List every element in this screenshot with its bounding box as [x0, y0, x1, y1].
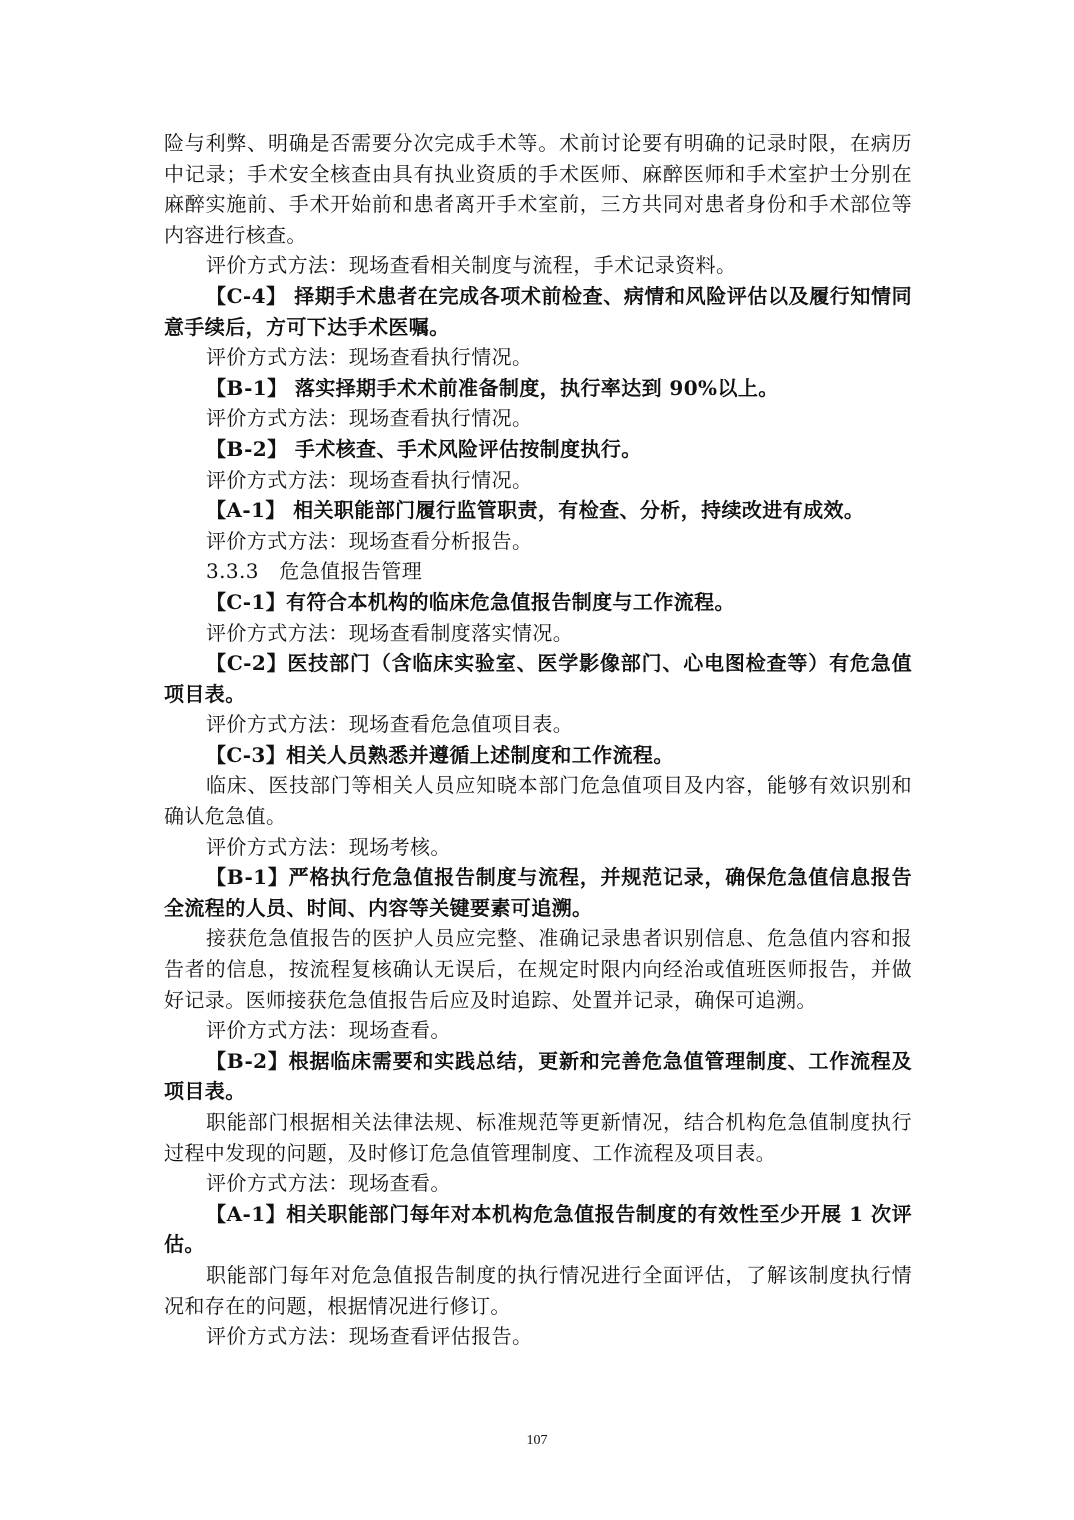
criterion-heading: 【C-1】有符合本机构的临床危急值报告制度与工作流程。 — [206, 589, 735, 614]
paragraph: 评价方式方法：现场查看制度落实情况。 — [206, 620, 574, 645]
paragraph: 评价方式方法：现场查看。 — [206, 1171, 451, 1196]
paragraph: 临床、医技部门等相关人员应知晓本部门危急值项目及内容，能够有效识别和确认危急值。 — [164, 773, 912, 829]
paragraph: 评价方式方法：现场查看评估报告。 — [206, 1324, 533, 1349]
section-heading: 3.3.3 危急值报告管理 — [206, 559, 423, 584]
paragraph: 评价方式方法：现场查看执行情况。 — [206, 467, 533, 492]
document-body — [164, 128, 912, 1352]
paragraph: 评价方式方法：现场查看。 — [206, 1018, 451, 1043]
criterion-heading: 【A-1】 相关职能部门履行监管职责，有检查、分析，持续改进有成效。 — [206, 498, 865, 523]
paragraph: 评价方式方法：现场考核。 — [206, 834, 451, 859]
paragraph: 职能部门根据相关法律法规、标准规范等更新情况，结合机构危急值制度执行过程中发现的问题，及时修订危急值管理制度、工作流程及项目表。 — [164, 1110, 912, 1165]
paragraph: 评价方式方法：现场查看危急值项目表。 — [206, 712, 574, 737]
page-number: 107 — [526, 1433, 548, 1448]
paragraph: 评价方式方法：现场查看执行情况。 — [206, 345, 533, 370]
paragraph: 评价方式方法：现场查看相关制度与流程，手术记录资料。 — [206, 253, 737, 278]
criterion-heading: 【A-1】相关职能部门每年对本机构危急值报告制度的有效性至少开展 1 次评估。 — [164, 1201, 912, 1257]
criterion-heading: 【B-2】根据临床需要和实践总结，更新和完善危急值管理制度、工作流程及项目表。 — [164, 1048, 912, 1104]
paragraph: 评价方式方法：现场查看分析报告。 — [206, 528, 533, 553]
paragraph: 职能部门每年对危急值报告制度的执行情况进行全面评估，了解该制度执行情况和存在的问题，根据情况进行修订。 — [164, 1262, 912, 1318]
criterion-heading: 【C-2】医技部门（含临床实验室、医学影像部门、心电图检查等）有危急值项目表。 — [164, 651, 912, 706]
criterion-heading: 【B-1】 落实择期手术术前准备制度，执行率达到 90%以上。 — [206, 375, 779, 400]
paragraph: 评价方式方法：现场查看执行情况。 — [206, 406, 533, 431]
criterion-heading: 【B-1】严格执行危急值报告制度与流程，并规范记录，确保危急值信息报告全流程的人员、时间、内容等关键要素可追溯。 — [164, 865, 912, 920]
criterion-heading: 【C-3】相关人员熟悉并遵循上述制度和工作流程。 — [206, 742, 674, 767]
paragraph: 险与利弊、明确是否需要分次完成手术等。术前讨论要有明确的记录时限，在病历中记录；手术安全核查由具有执业资质的手术医师、麻醉医师和手术室护士分别在麻醉实施前、手术开始前和患者离开手术室前，三方共同对患者身份和手术部位等内容进行核查。 — [164, 131, 912, 247]
criterion-heading: 【B-2】 手术核查、手术风险评估按制度执行。 — [206, 436, 642, 461]
paragraph: 接获危急值报告的医护人员应完整、准确记录患者识别信息、危急值内容和报告者的信息，按流程复核确认无误后，在规定时限内向经治或值班医师报告，并做好记录。医师接获危急值报告后应及时追踪、处置并记录，确保可追溯。 — [164, 926, 912, 1012]
criterion-heading: 【C-4】 择期手术患者在完成各项术前检查、病情和风险评估以及履行知情同意手续后，方可下达手术医嘱。 — [164, 283, 912, 339]
